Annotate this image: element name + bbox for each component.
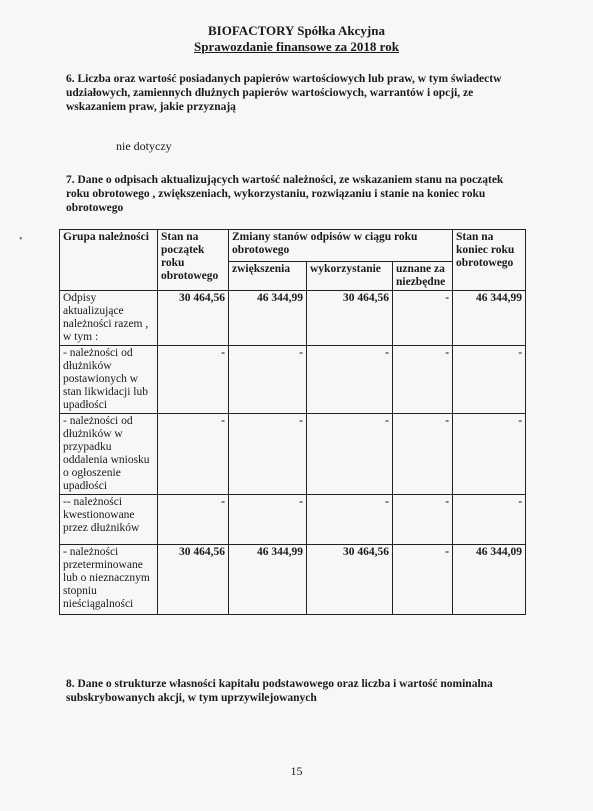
header-used: wykorzystanie xyxy=(307,262,393,291)
table-row xyxy=(60,346,526,414)
header-group: Grupa należności xyxy=(60,230,158,291)
section-8-title: 8. Dane o strukturze własności kapitału podstawowego oraz liczba i wartość nominalna subskrybowanych akcji, w tym uprzywilejowanych xyxy=(66,678,493,704)
cell-end: 46 344,09 xyxy=(453,545,526,615)
header-start: Stan na początek roku obrotowego xyxy=(158,230,229,291)
table-row xyxy=(60,291,526,346)
cell-used: 30 464,56 xyxy=(307,291,393,346)
cell-start: 30 464,56 xyxy=(158,291,229,346)
cell-unnecessary: - xyxy=(393,545,453,615)
table-row xyxy=(60,414,526,495)
cell-used: 30 464,56 xyxy=(307,545,393,615)
report-title: Sprawozdanie finansowe za 2018 rok xyxy=(194,39,399,54)
table-row xyxy=(60,545,526,615)
cell-end: 46 344,99 xyxy=(453,291,526,346)
row-label: - należności przeterminowane lub o nieznacznym stopniu nieściągalności xyxy=(60,545,158,615)
cell-increase: - xyxy=(229,495,307,545)
cell-start: - xyxy=(158,495,229,545)
cell-unnecessary: - xyxy=(393,414,453,495)
page-number: 15 xyxy=(290,764,303,778)
company-name: BIOFACTORY Spółka Akcyjna xyxy=(207,23,385,38)
row-label: -- należności kwestionowane przez dłużników xyxy=(60,495,158,545)
cell-end: - xyxy=(453,414,526,495)
margin-mark: • xyxy=(19,234,23,245)
header-unnecessary: uznane za niezbędne xyxy=(393,262,453,291)
cell-end: - xyxy=(453,346,526,414)
cell-used: - xyxy=(307,414,393,495)
section-6-note: nie dotyczy xyxy=(116,139,172,153)
header-changes: Zmiany stanów odpisów w ciągu roku obrotowego xyxy=(229,230,453,262)
cell-end: - xyxy=(453,495,526,545)
row-label: Odpisy aktualizujące należności razem , w tym : xyxy=(60,291,158,346)
cell-start: 30 464,56 xyxy=(158,545,229,615)
cell-increase: - xyxy=(229,414,307,495)
row-label: - należności od dłużników postawionych w stan likwidacji lub upadłości xyxy=(60,346,158,414)
header-increase: zwiększenia xyxy=(229,262,307,291)
row-label: - należności od dłużników w przypadku oddalenia wniosku o ogłoszenie upadłości xyxy=(60,414,158,495)
cell-increase: - xyxy=(229,346,307,414)
cell-unnecessary: - xyxy=(393,291,453,346)
cell-start: - xyxy=(158,414,229,495)
section-6-title: 6. Liczba oraz wartość posiadanych papierów wartościowych lub praw, w tym świadectw udziałowych, zamiennych dłużnych papierów wartościowych, warrantów i opcji, ze wskazaniem praw, jakie przyznają xyxy=(66,73,502,113)
receivables-writeoff-table xyxy=(59,229,526,615)
table-row xyxy=(60,495,526,545)
header-end: Stan na koniec roku obrotowego xyxy=(453,230,526,291)
table-header-row xyxy=(60,230,526,262)
cell-used: - xyxy=(307,495,393,545)
cell-increase: 46 344,99 xyxy=(229,545,307,615)
cell-start: - xyxy=(158,346,229,414)
cell-used: - xyxy=(307,346,393,414)
cell-unnecessary: - xyxy=(393,346,453,414)
cell-increase: 46 344,99 xyxy=(229,291,307,346)
section-7-title: 7. Dane o odpisach aktualizujących wartość należności, ze wskazaniem stanu na początek roku obrotowego , zwiększeniach, wykorzystaniu, rozwiązaniu i stanie na koniec roku obrotowego xyxy=(66,174,504,214)
cell-unnecessary: - xyxy=(393,495,453,545)
